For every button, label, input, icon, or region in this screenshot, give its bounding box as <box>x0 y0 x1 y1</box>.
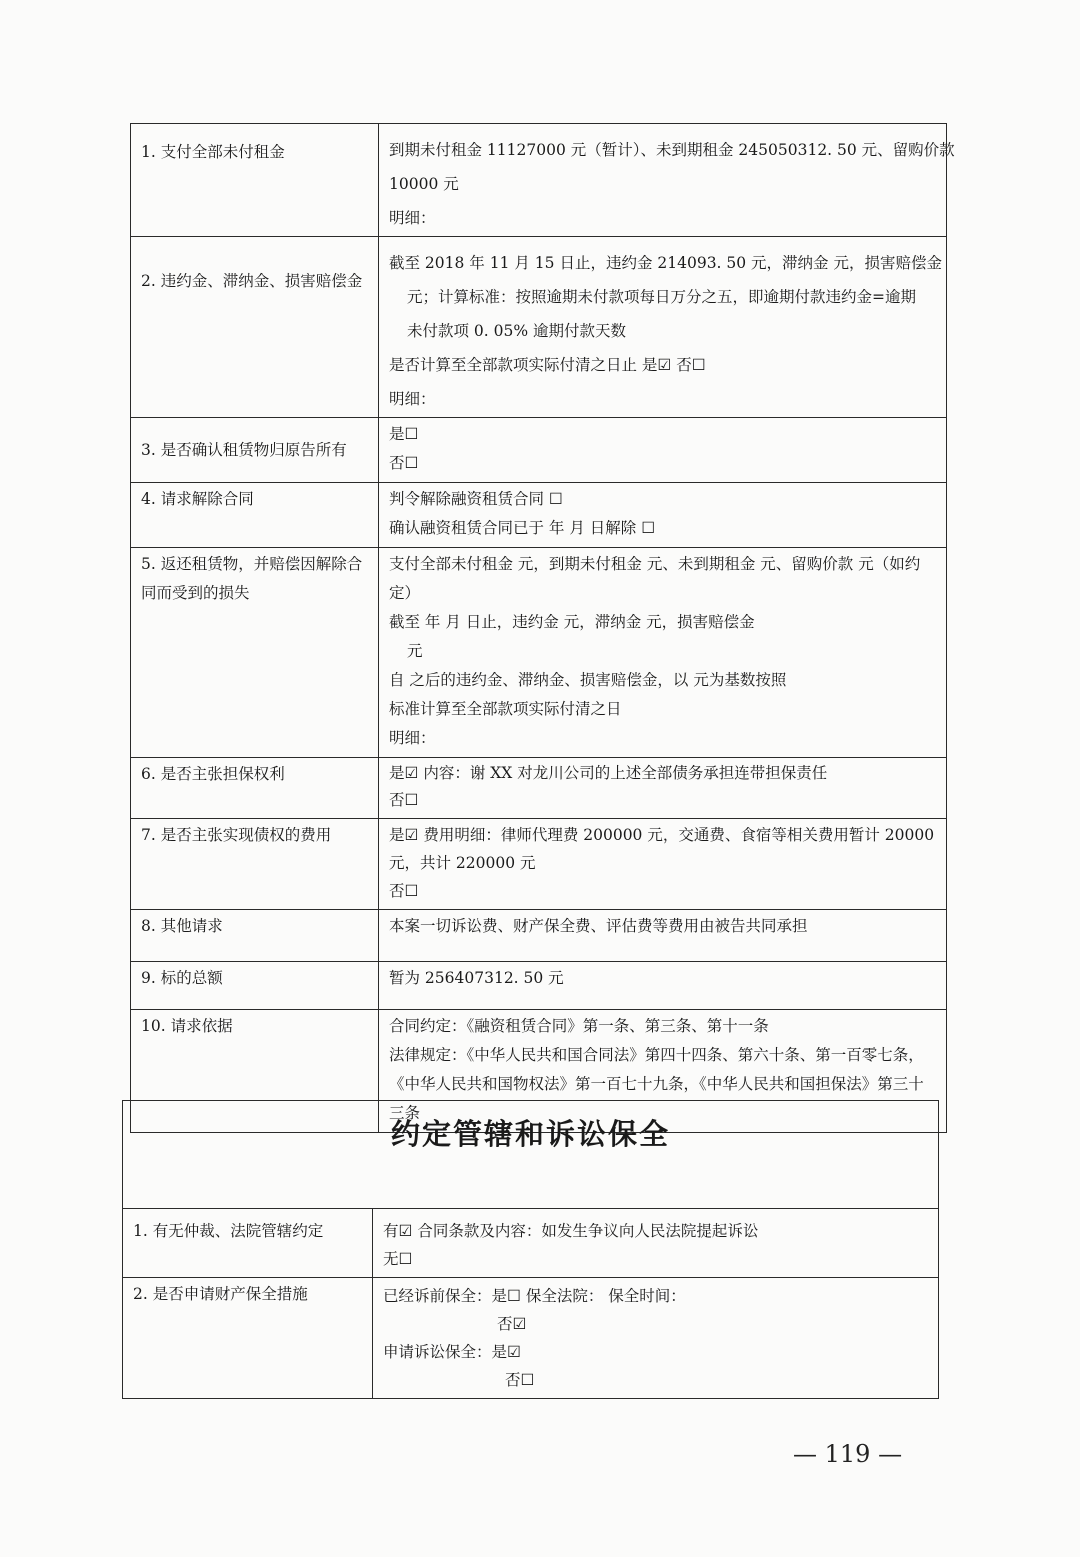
page-number: — 119 — <box>793 1440 903 1468</box>
table-row <box>131 910 947 962</box>
row-label: 10. 请求依据 <box>131 1010 379 1133</box>
section-title: 约定管辖和诉讼保全 <box>391 1117 671 1151</box>
content-line: 否☐ <box>505 1371 535 1389</box>
row-content <box>379 962 947 1010</box>
content-line: 是☑ 内容：谢 XX 对龙川公司的上述全部债务承担连带担保责任 <box>389 764 828 782</box>
content-line: 明细： <box>389 390 436 408</box>
content-line: 到期未付租金 11127000 元（暂计）、未到期租金 245050312. 50 元、留购价款 <box>389 141 955 159</box>
content-line: 标准计算至全部款项实际付清之日 <box>389 700 622 718</box>
row-label: 2. 违约金、滞纳金、损害赔偿金 <box>131 237 379 418</box>
content-line: 无☐ <box>383 1250 413 1268</box>
row-label: 1. 有无仲裁、法院管辖约定 <box>123 1209 373 1278</box>
table-row <box>131 237 947 418</box>
row-content <box>379 910 947 962</box>
content-line: 未付款项 0. 05% 逾期付款天数 <box>407 322 627 340</box>
content-line: 申请诉讼保全：是☑ <box>383 1343 521 1361</box>
row-content <box>379 418 947 483</box>
jurisdiction-table <box>122 1100 939 1399</box>
row-label: 9. 标的总额 <box>131 962 379 1010</box>
content-line: 是否计算至全部款项实际付清之日止 是☑ 否☐ <box>389 356 706 374</box>
content-line: 否☑ <box>497 1315 527 1333</box>
content-line: 元；计算标准：按照逾期未付款项每日万分之五，即逾期付款违约金=逾期 <box>407 288 916 306</box>
content-line: 否☐ <box>389 882 419 900</box>
row-content <box>379 819 947 910</box>
row-content <box>373 1278 939 1399</box>
row-content <box>379 237 947 418</box>
content-line: 截至 年 月 日止，违约金 元，滞纳金 元，损害赔偿金 <box>389 613 755 631</box>
content-line: 支付全部未付租金 元，到期未付租金 元、未到期租金 元、留购价款 元（如约定） <box>389 555 921 602</box>
row-content <box>379 483 947 548</box>
row-content <box>379 758 947 819</box>
content-line: 已经诉前保全：是☐ 保全法院： 保全时间： <box>383 1287 686 1305</box>
row-label: 7. 是否主张实现债权的费用 <box>131 819 379 910</box>
table-row <box>131 548 947 758</box>
row-label: 4. 请求解除合同 <box>131 483 379 548</box>
row-label: 3. 是否确认租赁物归原告所有 <box>131 418 379 483</box>
table-row <box>123 1209 939 1278</box>
content-line: 明细： <box>389 729 436 747</box>
content-line: 是☑ 费用明细：律师代理费 200000 元，交通费、食宿等相关费用暂计 20000 元，共计 220000 元 <box>389 826 935 872</box>
table-row <box>131 418 947 483</box>
content-line: 元 <box>407 642 423 660</box>
content-line: 判令解除融资租赁合同 ☐ <box>389 490 563 508</box>
row-label: 8. 其他请求 <box>131 910 379 962</box>
content-line: 明细： <box>389 209 436 227</box>
row-label: 1. 支付全部未付租金 <box>131 124 379 237</box>
table-row <box>123 1278 939 1399</box>
content-line: 否☐ <box>389 791 419 809</box>
content-line: 截至 2018 年 11 月 15 日止，违约金 214093. 50 元，滞纳金 元，损害赔偿金 <box>389 254 942 272</box>
content-line: 本案一切诉讼费、财产保全费、评估费等费用由被告共同承担 <box>389 917 808 935</box>
table-row <box>131 758 947 819</box>
row-label: 2. 是否申请财产保全措施 <box>123 1278 373 1399</box>
row-content <box>379 548 947 758</box>
table-row <box>131 819 947 910</box>
content-line: 法律规定：《中华人民共和国合同法》第四十四条、第六十条、第一百零七条，《中华人民共和国物权法》第一百七十九条，《中华人民共和国担保法》第三十三条 <box>389 1046 924 1122</box>
row-content <box>373 1209 939 1278</box>
content-line: 10000 元 <box>389 175 459 193</box>
content-line: 暂为 256407312. 50 元 <box>389 969 564 987</box>
row-label: 6. 是否主张担保权利 <box>131 758 379 819</box>
content-line: 否☐ <box>389 454 419 472</box>
content-line: 有☑ 合同条款及内容：如发生争议向人民法院提起诉讼 <box>383 1222 759 1240</box>
row-content <box>379 124 955 237</box>
table-row <box>131 962 947 1010</box>
section-header-row <box>123 1101 939 1209</box>
content-line: 合同约定：《融资租赁合同》第一条、第三条、第十一条 <box>389 1017 769 1035</box>
content-line: 是☐ <box>389 425 419 443</box>
row-label: 5. 返还租赁物，并赔偿因解除合同而受到的损失 <box>131 548 379 758</box>
content-line: 自 之后的违约金、滞纳金、损害赔偿金，以 元为基数按照 <box>389 671 787 689</box>
table-row <box>131 483 947 548</box>
content-line: 确认融资租赁合同已于 年 月 日解除 ☐ <box>389 519 656 537</box>
table-row <box>131 124 947 237</box>
claims-table <box>130 123 955 1133</box>
section-header-cell <box>123 1101 939 1209</box>
